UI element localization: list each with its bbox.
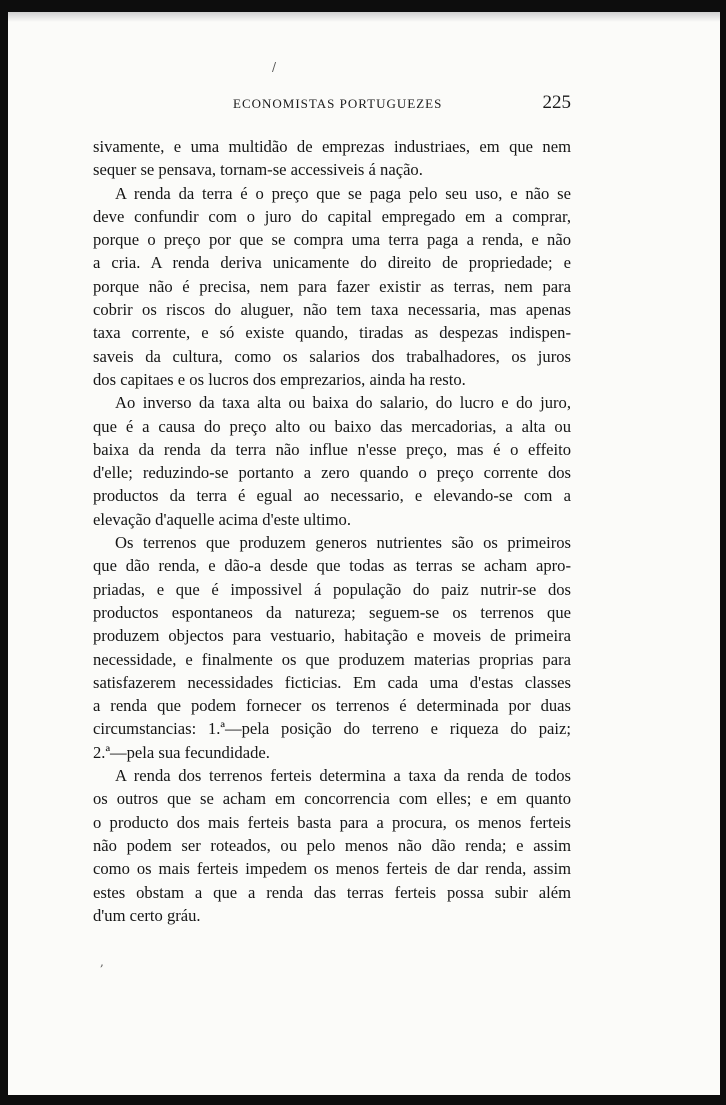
text-line: estes obstam a que a renda das terras ferteis possa subir além [93, 882, 571, 902]
text-line: 2.ª—pela sua fecundidade. [93, 742, 270, 762]
text-line: satisfazerem necessidades ficticias. Em cada uma d'estas classes [93, 672, 571, 692]
text-line: a renda que podem fornecer os terrenos é determinada por duas [93, 696, 571, 716]
text-line: porque o preço por que se compra uma terra paga a renda, e não [93, 230, 571, 250]
paragraph [93, 391, 571, 531]
text-line: circumstancias: 1.ª—pela posição do terreno e riqueza do paiz; [93, 719, 571, 739]
text-line: taxa corrente, e só existe quando, tiradas as despezas indispen- [93, 323, 571, 343]
text-line: o producto dos mais ferteis basta para a procura, os menos ferteis [93, 812, 571, 832]
body-text [93, 135, 571, 927]
text-line: como os mais ferteis impedem os menos ferteis de dar renda, assim [93, 859, 571, 879]
ink-speck: / [272, 60, 277, 74]
paragraph [93, 764, 571, 927]
text-line: sequer se pensava, tornam-se accessiveis á nação. [93, 160, 423, 180]
text-line: produzem objectos para vestuario, habitação e moveis de primeira [93, 626, 571, 646]
scan-border-bottom [0, 1095, 726, 1105]
text-line: saveis da cultura, como os salarios dos trabalhadores, os juros [93, 346, 571, 366]
scan-border-right [720, 0, 726, 1105]
page-header [93, 92, 571, 118]
text-line: que é a causa do preço alto ou baixo das mercadorias, a alta ou [93, 416, 571, 436]
text-line: baixa da renda da terra não influe n'esse preço, mas é o effeito [93, 439, 571, 459]
text-line: A renda dos terrenos ferteis determina a taxa da renda de todos [115, 766, 571, 786]
paragraph [93, 531, 571, 764]
text-line: a cria. A renda deriva unicamente do direito de propriedade; e [93, 253, 571, 273]
text-line: elevação d'aquelle acima d'este ultimo. [93, 509, 351, 529]
text-line: priadas, e que é impossivel á população do paiz nutrir-se dos [93, 579, 571, 599]
scan-border-left [0, 0, 8, 1105]
paragraph [93, 182, 571, 392]
text-line: necessidade, e finalmente os que produzem materias proprias para [93, 649, 571, 669]
text-line: d'elle; reduzindo-se portanto a zero quando o preço corrente dos [93, 463, 571, 483]
text-line: productos da terra é egual ao necessario, e elevando-se com a [93, 486, 571, 506]
text-line: os outros que se acham em concorrencia com elles; e em quanto [93, 789, 571, 809]
text-line: productos espontaneos da natureza; seguem-se os terrenos que [93, 602, 571, 622]
text-line: d'um certo gráu. [93, 905, 201, 925]
text-line: Ao inverso da taxa alta ou baixa do salario, do lucro e do juro, [115, 393, 571, 413]
page-number: 225 [542, 92, 571, 113]
text-line: cobrir os riscos do aluguer, não tem taxa necessaria, mas apenas [93, 300, 571, 320]
paragraph [93, 135, 571, 182]
text-line: que dão renda, e dão-a desde que todas as terras se acham apro- [93, 556, 571, 576]
running-title: ECONOMISTAS PORTUGUEZES [233, 96, 443, 111]
ink-speck: , [100, 955, 104, 969]
text-line: porque não é precisa, nem para fazer existir as terras, nem para [93, 276, 571, 296]
text-line: Os terrenos que produzem generos nutrientes são os primeiros [115, 533, 571, 553]
text-line: A renda da terra é o preço que se paga pelo seu uso, e não se [115, 183, 571, 203]
text-line: deve confundir com o juro do capital empregado em a comprar, [93, 206, 571, 226]
text-line: sivamente, e uma multidão de emprezas industriaes, em que nem [93, 137, 571, 156]
text-line: dos capitaes e os lucros dos emprezarios, ainda ha resto. [93, 369, 466, 389]
text-line: não podem ser roteados, ou pelo menos não dão renda; e assim [93, 835, 571, 855]
